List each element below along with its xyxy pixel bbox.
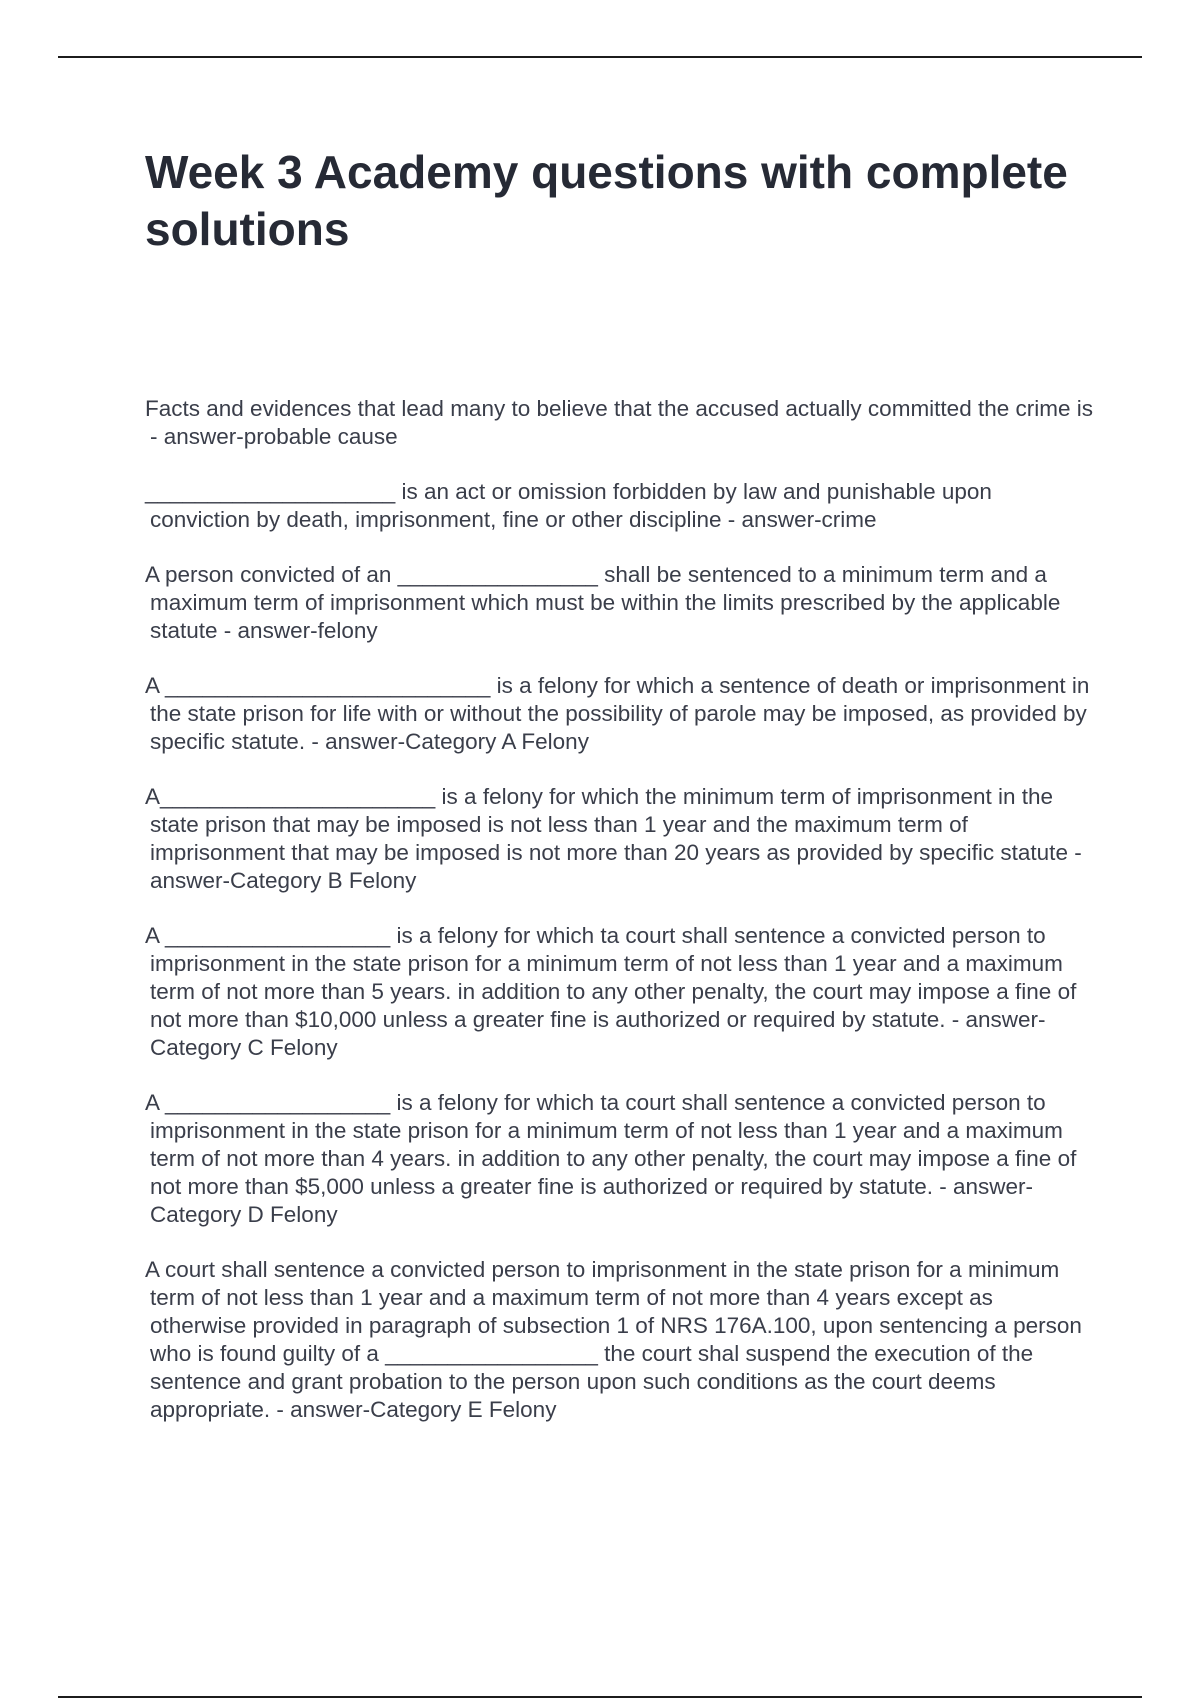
- bottom-divider: [58, 1696, 1142, 1698]
- question-item-8: A court shall sentence a convicted person to imprisonment in the state prison for a minimum term of not less than 1 year and a maximum term of not more than 4 years except as otherwise provided in paragraph of subsection 1 of NRS 176A.100, upon sentencing a person who is found guilty of a _________________ the court shal suspend the execution of the sentence and grant probation to the person upon such conditions as the court deems appropriate. - answer-Category E Felony: [145, 1257, 1089, 1422]
- question-item-7: A __________________ is a felony for which ta court shall sentence a convicted person to imprisonment in the state prison for a minimum term of not less than 1 year and a maximum term of not more than 4 years. in addition to any other penalty, the court may impose a fine of not more than $5,000 unless a greater fine is authorized or required by statute. - answer-Category D Felony: [145, 1090, 1083, 1227]
- question-item-6: A __________________ is a felony for which ta court shall sentence a convicted person to imprisonment in the state prison for a minimum term of not less than 1 year and a maximum term of not more than 5 years. in addition to any other penalty, the court may impose a fine of not more than $10,000 unless a greater fine is authorized or required by statute. - answer-Category C Felony: [145, 923, 1083, 1060]
- question-list: [145, 395, 1100, 1451]
- question-item-3: A person convicted of an ________________ shall be sentenced to a minimum term and a maximum term of imprisonment which must be within the limits prescribed by the applicable statute - answer-felony: [145, 562, 1067, 643]
- top-divider: [58, 56, 1142, 58]
- question-item-4: A __________________________ is a felony for which a sentence of death or imprisonment in the state prison for life with or without the possibility of parole may be imposed, as provided by specific statute. - answer-Category A Felony: [145, 673, 1096, 754]
- question-item-5: A______________________ is a felony for which the minimum term of imprisonment in the state prison that may be imposed is not less than 1 year and the maximum term of imprisonment that may be imposed is not more than 20 years as provided by specific statute - answer-Category B Felony: [145, 784, 1088, 893]
- document-title: Week 3 Academy questions with complete solutions: [145, 146, 1068, 255]
- question-item-2: ____________________ is an act or omission forbidden by law and punishable upon conviction by death, imprisonment, fine or other discipline - answer-crime: [145, 479, 999, 532]
- question-item-1: Facts and evidences that lead many to believe that the accused actually committed the crime is - answer-probable cause: [145, 396, 1100, 449]
